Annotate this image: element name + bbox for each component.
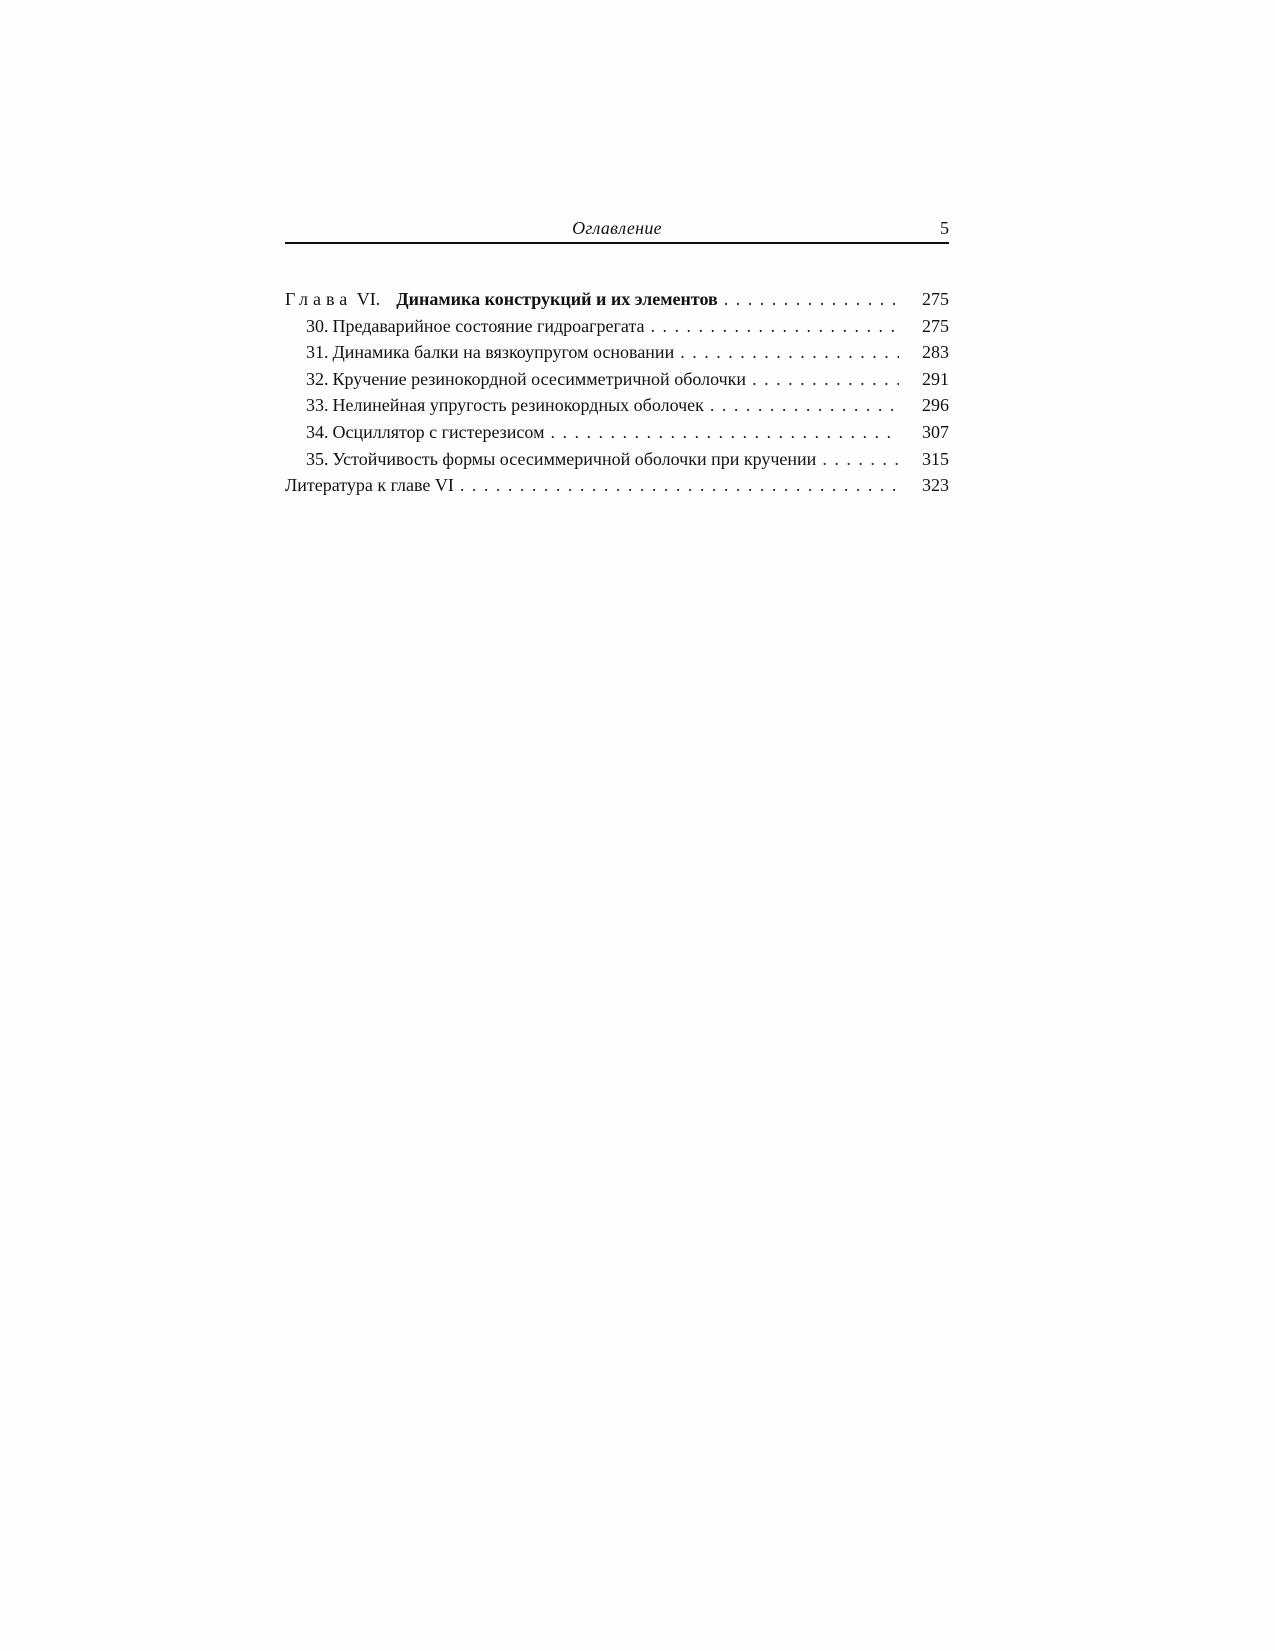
toc-chapter-entry <box>285 286 949 313</box>
dot-leader <box>724 286 899 313</box>
chapter-page: 275 <box>922 289 949 309</box>
toc-bibliography-entry <box>285 472 949 499</box>
section-number: 33. <box>306 395 329 416</box>
toc-section-entry <box>285 419 949 446</box>
dot-leader <box>460 472 899 499</box>
bibliography-page: 323 <box>922 475 949 496</box>
dot-leader <box>822 446 899 473</box>
section-page: 296 <box>922 395 949 416</box>
section-title: Нелинейная упругость резинокордных оболочек <box>332 395 704 416</box>
section-page: 291 <box>922 368 949 389</box>
toc-section-entry <box>285 366 949 393</box>
section-page: 275 <box>922 315 949 336</box>
bibliography-title: Литература к главе VI <box>285 475 454 496</box>
toc-chapter-text <box>285 286 718 313</box>
dot-leader <box>752 366 899 393</box>
chapter-prefix: Глава <box>285 289 353 309</box>
dot-leader <box>710 392 899 419</box>
section-number: 32. <box>306 368 329 389</box>
running-title: Оглавление <box>572 218 662 238</box>
dot-leader <box>680 339 899 366</box>
toc-section-entry <box>285 313 949 340</box>
chapter-title: Динамика конструкций и их элементов <box>396 289 718 309</box>
page <box>285 212 949 499</box>
section-page: 315 <box>922 448 949 469</box>
section-title: Устойчивость формы осесиммеричной оболочки при кручении <box>332 448 817 469</box>
section-number: 31. <box>306 342 329 363</box>
toc-section-entry <box>285 446 949 473</box>
page-number: 5 <box>940 218 949 238</box>
section-page: 283 <box>922 342 949 363</box>
section-number: 35. <box>306 448 329 469</box>
running-head <box>285 212 949 244</box>
section-title: Динамика балки на вязкоупругом основании <box>332 342 675 363</box>
dot-leader <box>651 313 899 340</box>
section-page: 307 <box>922 421 949 442</box>
chapter-number: VI. <box>356 289 381 309</box>
section-number: 34. <box>306 421 329 442</box>
dot-leader <box>550 419 899 446</box>
section-title: Предаварийное состояние гидроагрегата <box>332 315 645 336</box>
toc-section-entry <box>285 339 949 366</box>
section-number: 30. <box>306 315 329 336</box>
section-title: Осциллятор с гистерезисом <box>332 421 545 442</box>
toc-section-entry <box>285 392 949 419</box>
section-title: Кручение резинокордной осесимметричной оболочки <box>332 368 747 389</box>
table-of-contents <box>285 286 949 499</box>
